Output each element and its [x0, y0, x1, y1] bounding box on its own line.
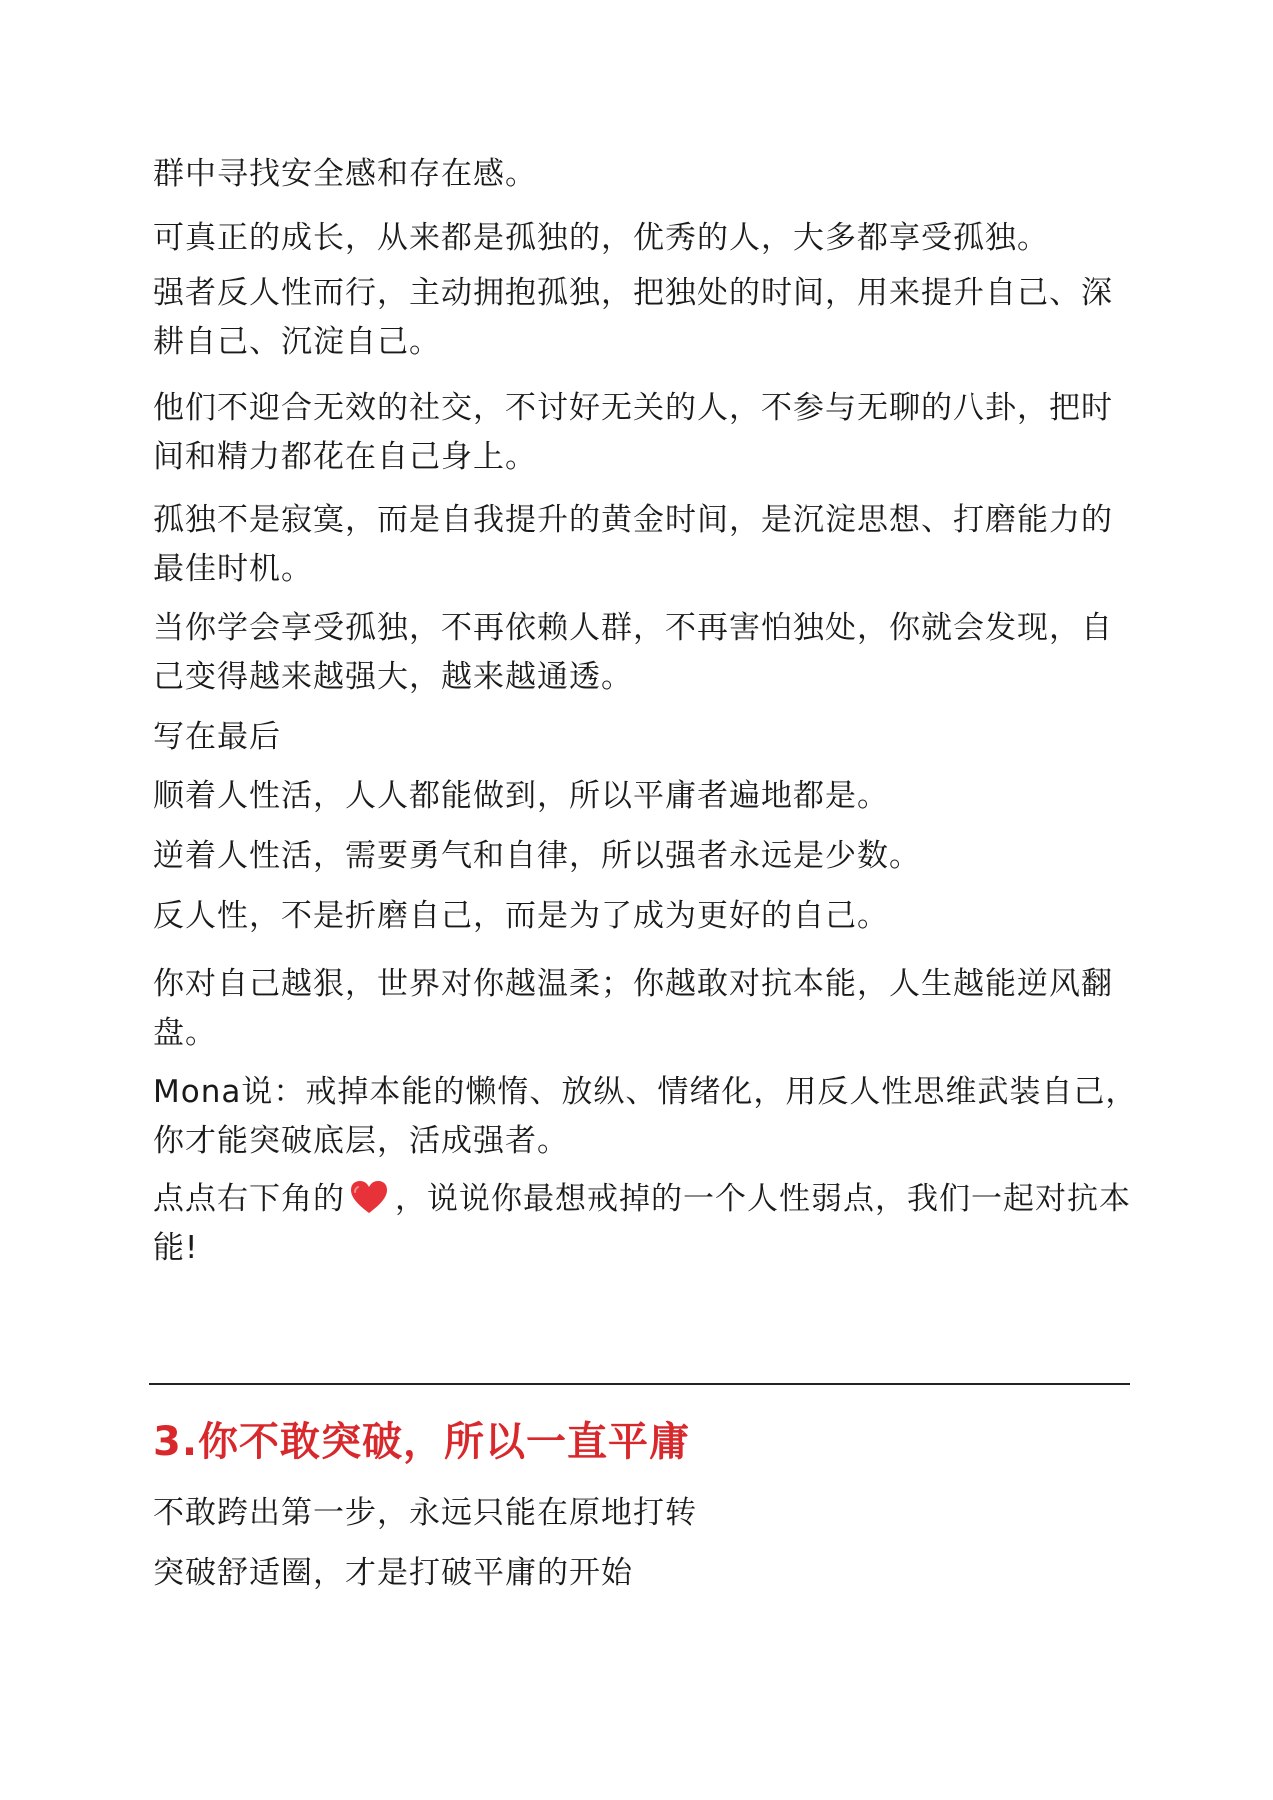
heart-icon — [349, 1179, 389, 1215]
paragraph: 孤独不是寂寞，而是自我提升的黄金时间，是沉淀思想、打磨能力的最佳时机。 — [153, 502, 1113, 587]
paragraph: 顺着人性活，人人都能做到，所以平庸者遍地都是。 — [153, 778, 889, 814]
paragraph: 他们不迎合无效的社交，不讨好无关的人，不参与无聊的八卦，把时间和精力都花在自己身上。 — [153, 390, 1113, 475]
section-heading: 3.你不敢突破，所以一直平庸 — [153, 1419, 691, 1465]
paragraph: 可真正的成长，从来都是孤独的，优秀的人，大多都享受孤独。 — [153, 220, 1049, 256]
cta-text-after: ，说说你最想戒掉的一个人性弱点，我们一起对抗本能! — [153, 1181, 1131, 1266]
paragraph: 当你学会享受孤独，不再依赖人群，不再害怕独处，你就会发现，自己变得越来越强大，越来越通透。 — [153, 610, 1113, 695]
paragraph: 逆着人性活，需要勇气和自律，所以强者永远是少数。 — [153, 838, 921, 874]
paragraph-call-to-action — [153, 1175, 1138, 1273]
paragraph: 你对自己越狠，世界对你越温柔；你越敢对抗本能，人生越能逆风翻盘。 — [153, 966, 1113, 1051]
paragraph: 强者反人性而行，主动拥抱孤独，把独处的时间，用来提升自己、深耕自己、沉淀自己。 — [153, 275, 1113, 360]
paragraph: 反人性，不是折磨自己，而是为了成为更好的自己。 — [153, 898, 889, 934]
paragraph-mona: Mona说：戒掉本能的懒惰、放纵、情绪化，用反人性思维武装自己，你才能突破底层，活成强者。 — [153, 1074, 1138, 1159]
subheading-closing: 写在最后 — [153, 719, 281, 755]
section-line: 突破舒适圈，才是打破平庸的开始 — [153, 1555, 633, 1591]
paragraph: 群中寻找安全感和存在感。 — [153, 156, 537, 192]
section-divider — [149, 1383, 1130, 1385]
cta-text-before: 点点右下角的 — [153, 1181, 345, 1217]
section-line: 不敢跨出第一步，永远只能在原地打转 — [153, 1495, 697, 1531]
